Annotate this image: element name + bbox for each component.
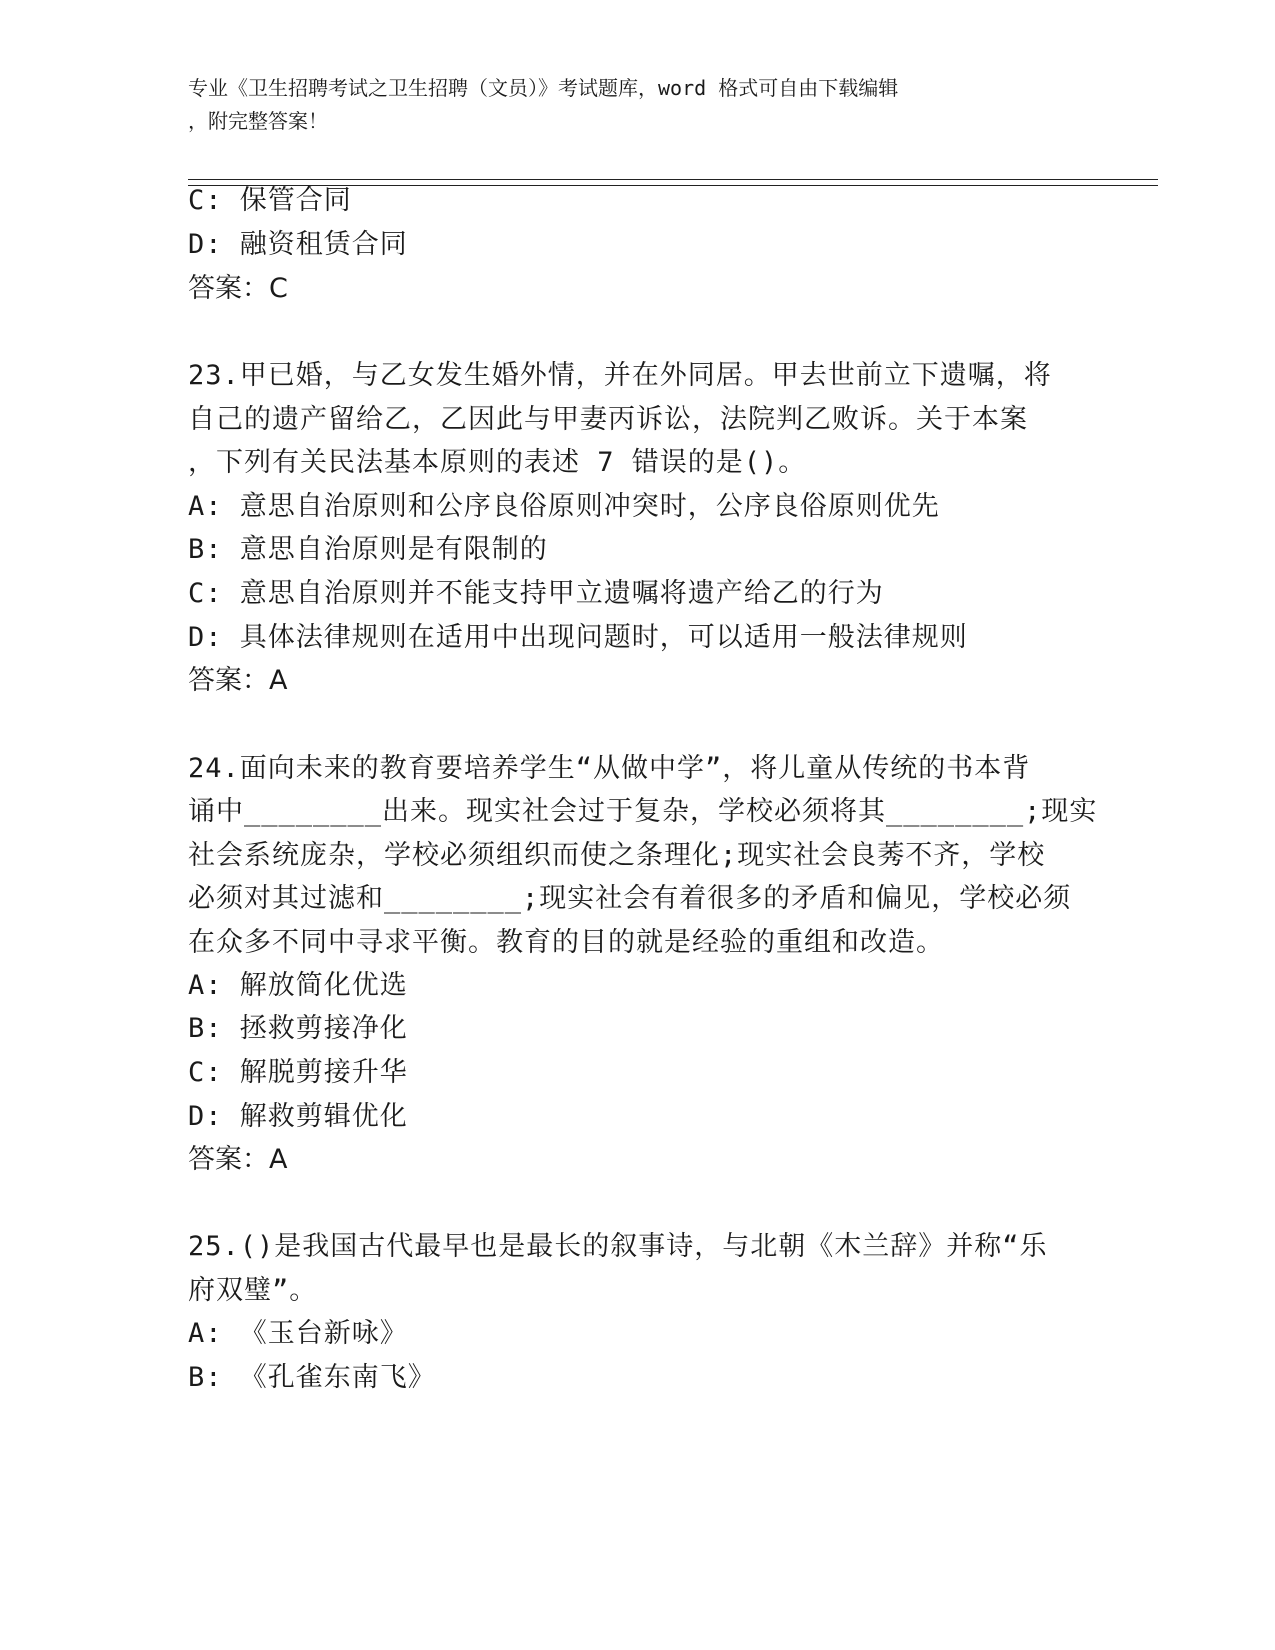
q25-stem-line-2: 府双璧”。 [188, 1275, 318, 1306]
q23-stem-line-3: ，下列有关民法基本原则的表述 7 错误的是()。 [188, 447, 807, 478]
q24-stem-line-3: 社会系统庞杂，学校必须组织而使之条理化;现实社会良莠不齐，学校 [188, 840, 1046, 871]
q24-option-b: B: 拯救剪接净化 [188, 1013, 408, 1044]
q24-stem-line-1: 24.面向未来的教育要培养学生“从做中学”，将儿童从传统的书本背 [188, 753, 1031, 784]
page-header: 专业《卫生招聘考试之卫生招聘（文员）》考试题库，word 格式可自由下载编辑 ，附完整答案！ [188, 76, 899, 133]
q24-answer: 答案：A [188, 1144, 288, 1175]
q24-stem-line-2: 诵中________出来。现实社会过于复杂，学校必须将其________;现实 [188, 796, 1098, 827]
q23-option-d: D: 具体法律规则在适用中出现问题时，可以适用一般法律规则 [188, 622, 968, 653]
q25-option-a: A: 《玉台新咏》 [188, 1318, 408, 1349]
q24-stem-line-4: 必须对其过滤和________;现实社会有着很多的矛盾和偏见，学校必须 [188, 883, 1072, 914]
prev-option-d: D: 融资租赁合同 [188, 229, 408, 260]
q23-stem-line-2: 自己的遗产留给乙，乙因此与甲妻丙诉讼，法院判乙败诉。关于本案 [188, 404, 1028, 435]
q24-option-c: C: 解脱剪接升华 [188, 1057, 408, 1088]
q25-stem-line-1: 25.()是我国古代最早也是最长的叙事诗，与北朝《木兰辞》并称“乐 [188, 1231, 1048, 1262]
q24-option-d: D: 解救剪辑优化 [188, 1101, 408, 1132]
q23-option-a: A: 意思自治原则和公序良俗原则冲突时，公序良俗原则优先 [188, 491, 940, 522]
q24-stem-line-5: 在众多不同中寻求平衡。教育的目的就是经验的重组和改造。 [188, 927, 944, 958]
q24-option-a: A: 解放简化优选 [188, 970, 408, 1001]
q23-answer: 答案：A [188, 665, 288, 696]
q25-option-b: B: 《孔雀东南飞》 [188, 1362, 436, 1393]
q23-option-c: C: 意思自治原则并不能支持甲立遗嘱将遗产给乙的行为 [188, 578, 884, 609]
q23-stem-line-1: 23.甲已婚，与乙女发生婚外情，并在外同居。甲去世前立下遗嘱，将 [188, 360, 1052, 391]
q23-option-b: B: 意思自治原则是有限制的 [188, 534, 548, 565]
prev-answer: 答案：C [188, 273, 288, 304]
prev-option-c: C: 保管合同 [188, 185, 352, 216]
